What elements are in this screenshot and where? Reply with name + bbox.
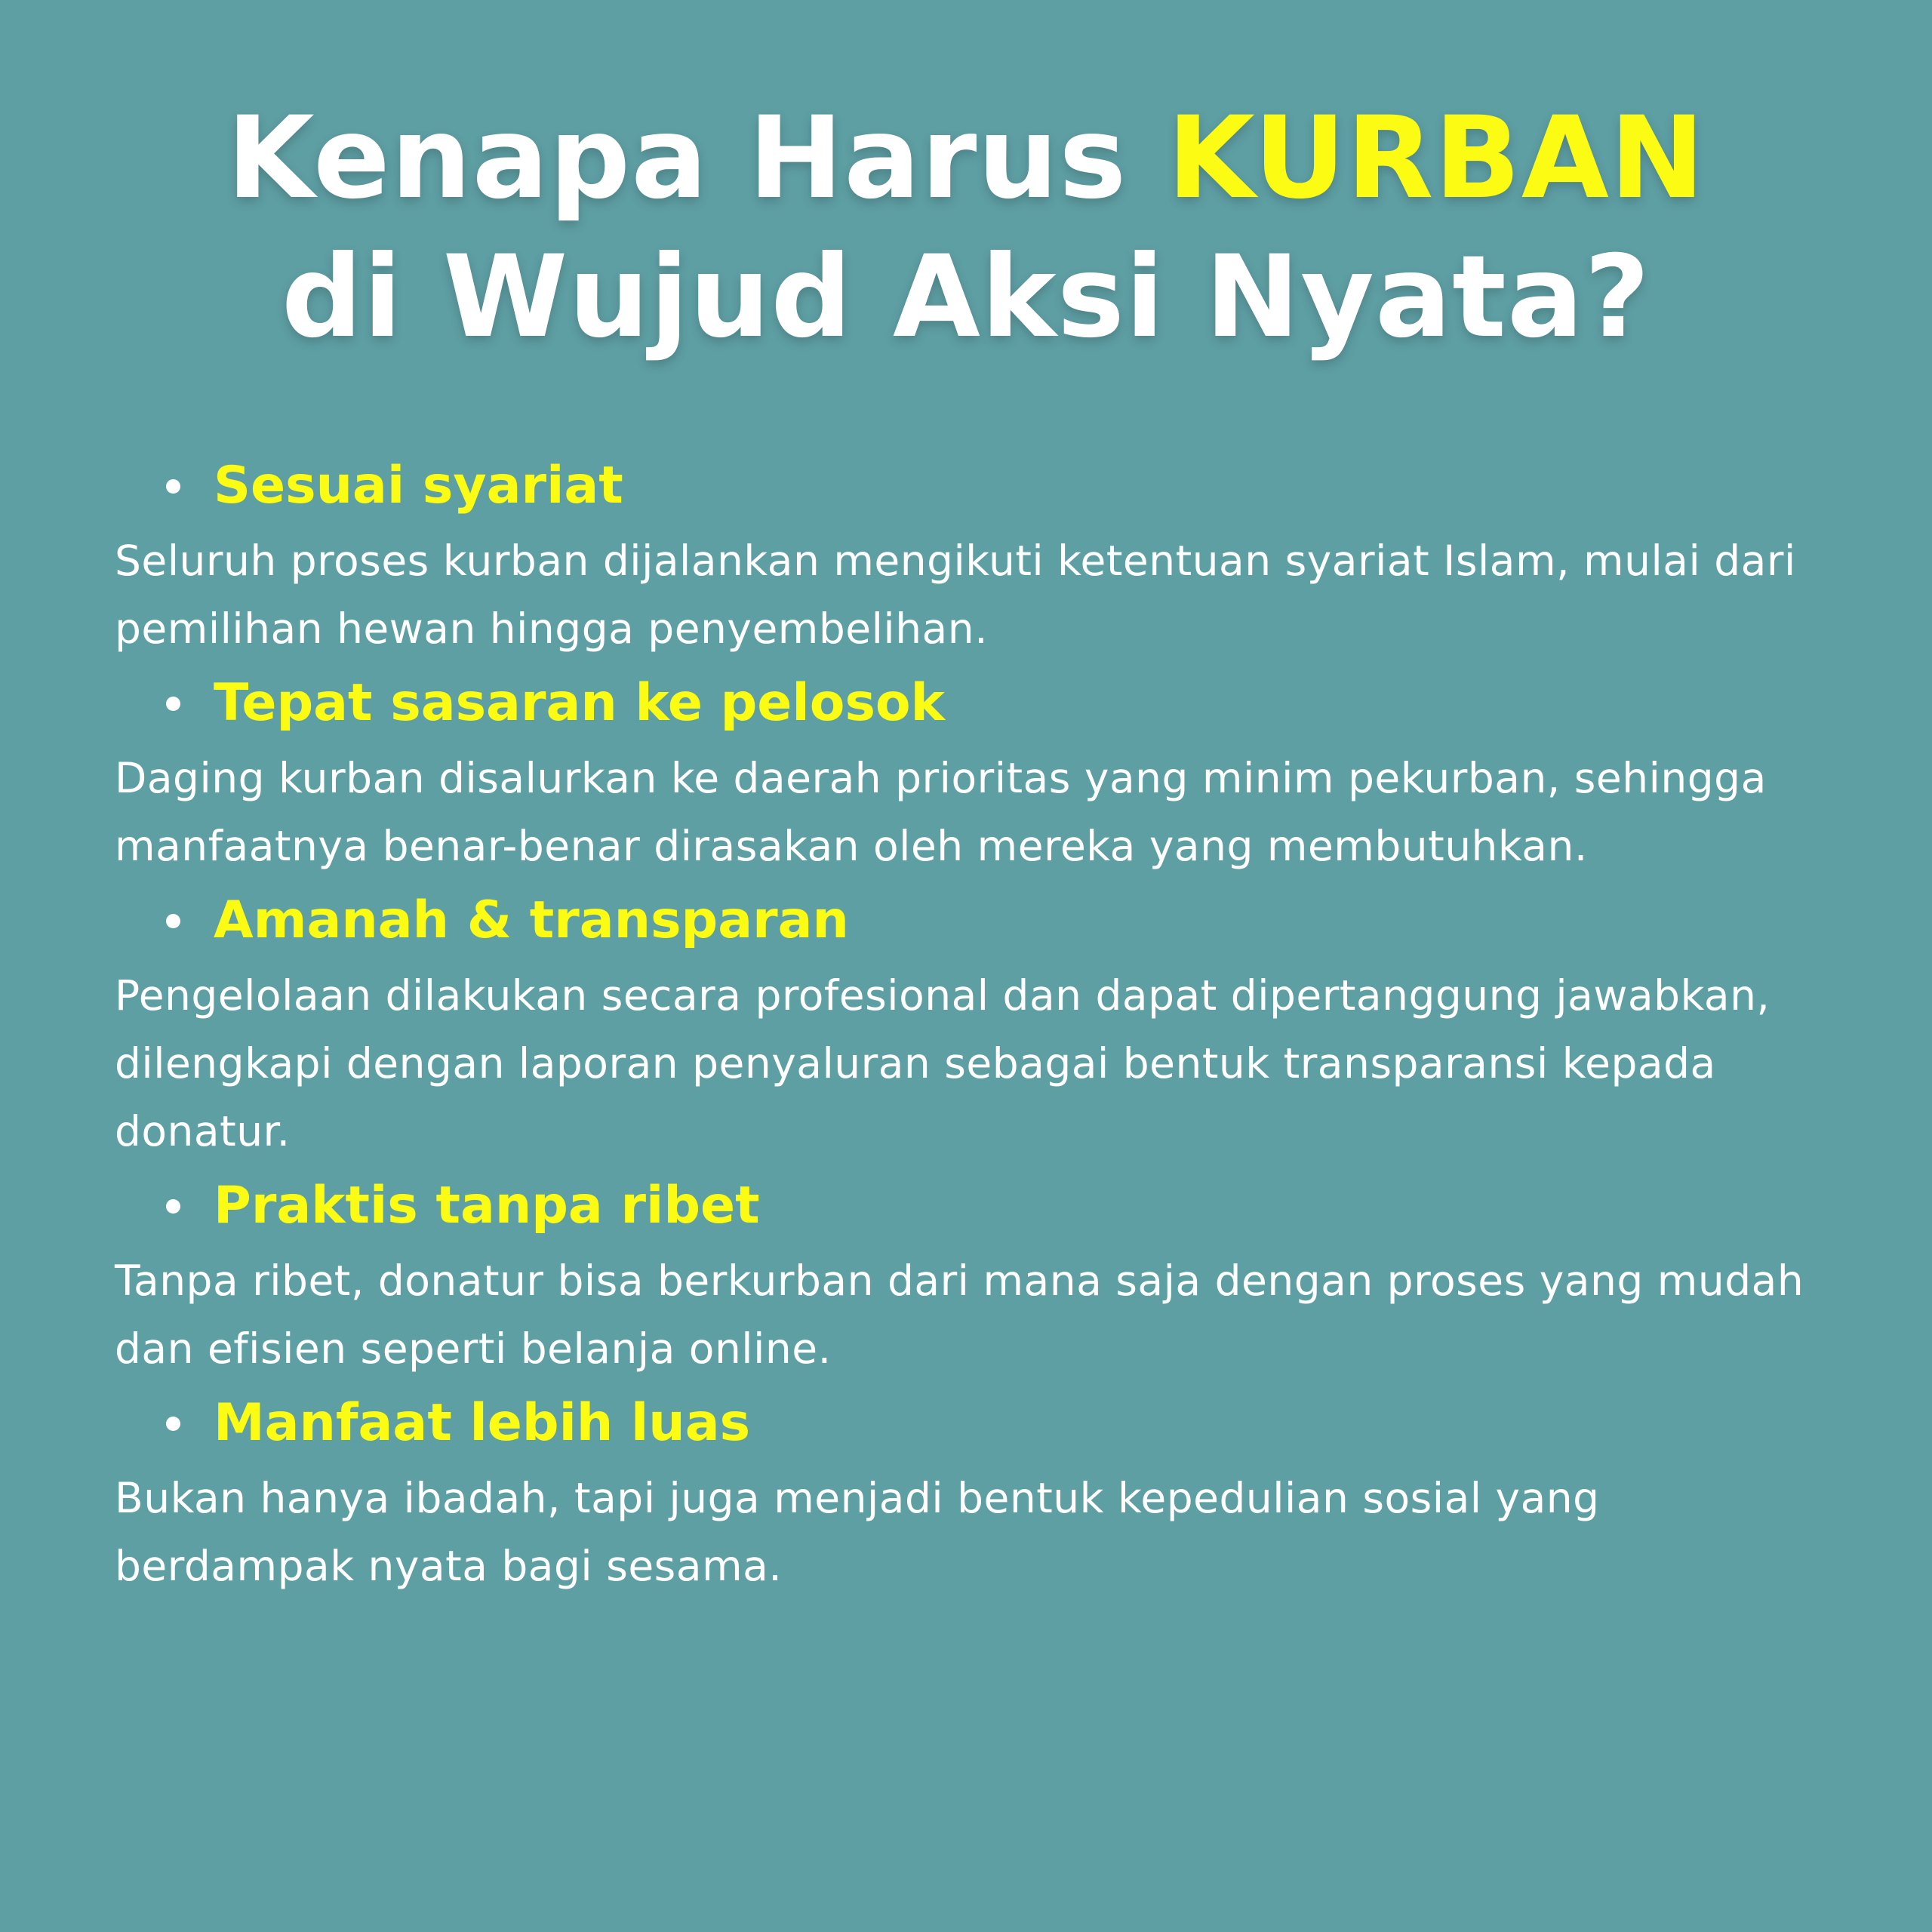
benefit-description: Daging kurban disalurkan ke daerah prioritas yang minim pekurban, sehingga manfaatnya benar-benar dirasakan oleh mereka yang membutuhkan. [115, 754, 1767, 870]
bullet-icon [166, 914, 180, 928]
benefit-description: Bukan hanya ibadah, tapi juga menjadi bentuk kepedulian sosial yang berdampak nyata bagi sesama. [115, 1474, 1600, 1590]
benefit-item-syariat [115, 445, 1820, 663]
benefit-heading-label: Praktis tanpa ribet [214, 1176, 760, 1235]
benefit-item-praktis [115, 1165, 1820, 1383]
title-prefix: Kenapa Harus [226, 93, 1168, 224]
benefit-heading [115, 445, 1820, 527]
benefit-description: Pengelolaan dilakukan secara profesional dan dapat dipertanggung jawabkan, dilengkapi dengan laporan penyaluran sebagai bentuk transparansi kepada donatur. [115, 971, 1770, 1155]
benefit-heading-label: Tepat sasaran ke pelosok [214, 673, 945, 733]
benefits-list [115, 445, 1820, 1600]
benefit-heading-label: Sesuai syariat [214, 456, 623, 515]
bullet-icon [166, 479, 180, 494]
benefit-heading-label: Amanah & transparan [214, 891, 849, 950]
page-title [0, 89, 1932, 367]
bullet-icon [166, 697, 180, 711]
benefit-heading-label: Manfaat lebih luas [214, 1393, 751, 1453]
title-accent: KURBAN [1167, 93, 1706, 224]
benefit-description: Seluruh proses kurban dijalankan mengikuti ketentuan syariat Islam, mulai dari pemilihan hewan hingga penyembelihan. [115, 537, 1796, 653]
benefit-heading [115, 880, 1820, 961]
bullet-icon [166, 1199, 180, 1214]
benefit-heading [115, 1165, 1820, 1247]
benefit-description: Tanpa ribet, donatur bisa berkurban dari mana saja dengan proses yang mudah dan efisien seperti belanja online. [115, 1257, 1804, 1373]
benefit-item-tepat-sasaran [115, 663, 1820, 880]
title-line-1 [0, 89, 1932, 228]
benefit-item-manfaat [115, 1383, 1820, 1600]
benefit-heading [115, 1383, 1820, 1464]
benefit-item-amanah [115, 880, 1820, 1165]
bullet-icon [166, 1417, 180, 1431]
benefit-heading [115, 663, 1820, 744]
title-line-2: di Wujud Aksi Nyata? [281, 232, 1651, 363]
